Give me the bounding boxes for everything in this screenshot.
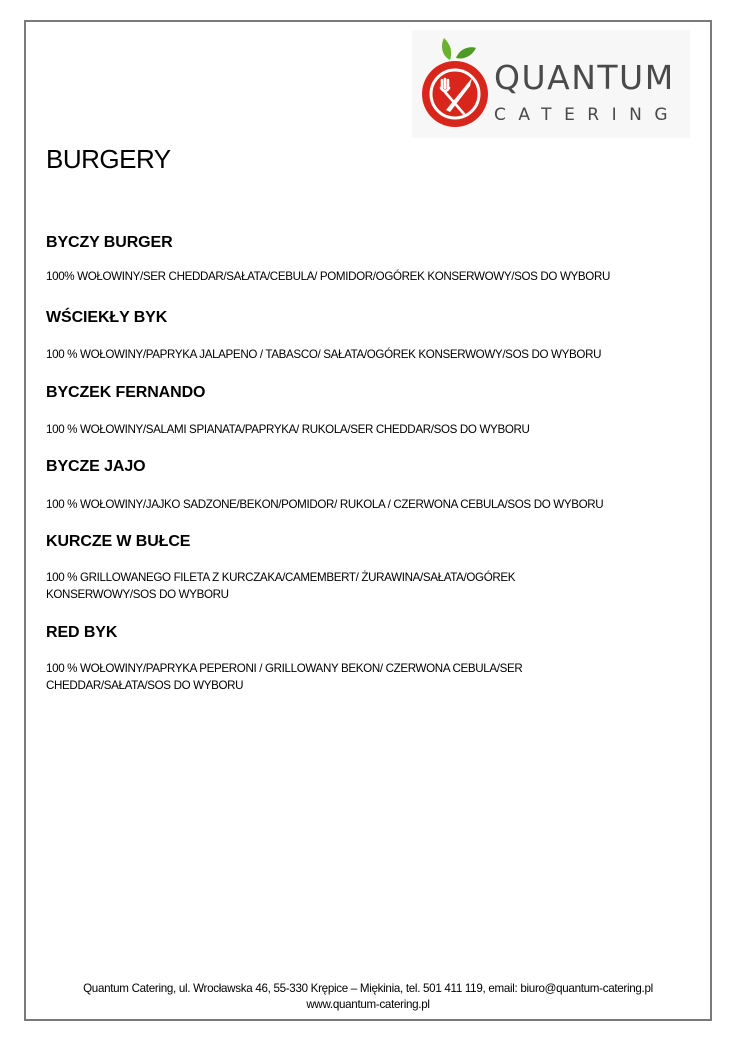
menu-item-description: 100 % WOŁOWINY/SALAMI SPIANATA/PAPRYKA/ RUKOLA/SER CHEDDAR/SOS DO WYBORU xyxy=(46,423,530,436)
menu-item-description: 100 % WOŁOWINY/JAJKO SADZONE/BEKON/POMIDOR/ RUKOLA / CZERWONA CEBULA/SOS DO WYBORU xyxy=(46,498,604,511)
menu-item-description: 100% WOŁOWINY/SER CHEDDAR/SAŁATA/CEBULA/ POMIDOR/OGÓREK KONSERWOWY/SOS DO WYBORU xyxy=(46,270,611,283)
brand-tagline: CATERING xyxy=(494,105,681,125)
brand-name: QUANTUM xyxy=(494,58,675,97)
menu-item-name: BYCZE JAJO xyxy=(46,458,146,475)
footer-website: www.quantum-catering.pl xyxy=(306,998,430,1011)
menu-item-description: 100 % WOŁOWINY/PAPRYKA PEPERONI / GRILLOWANY BEKON/ CZERWONA CEBULA/SER CHEDDAR/SAŁATA/SOS DO WYBORU xyxy=(46,662,523,692)
menu-item xyxy=(46,234,686,285)
menu-item xyxy=(46,309,686,363)
brand-logo xyxy=(412,30,690,138)
menu-item xyxy=(46,624,686,694)
menu-item xyxy=(46,533,686,603)
menu-item-name: WŚCIEKŁY BYK xyxy=(46,309,168,326)
menu-item-name: BYCZY BURGER xyxy=(46,234,173,251)
menu-item-description: 100 % WOŁOWINY/PAPRYKA JALAPENO / TABASCO/ SAŁATA/OGÓREK KONSERWOWY/SOS DO WYBORU xyxy=(46,348,602,361)
page-title: BURGERY xyxy=(46,144,171,174)
menu-item-name: BYCZEK FERNANDO xyxy=(46,384,206,401)
menu-item-name: RED BYK xyxy=(46,624,118,641)
footer-address: Quantum Catering, ul. Wrocławska 46, 55-330 Krępice – Miękinia, tel. 501 411 119, email: biuro@quantum-catering.pl xyxy=(83,982,653,995)
menu-item xyxy=(46,384,686,438)
menu-item-name: KURCZE W BUŁCE xyxy=(46,533,191,550)
plate-fork-knife-icon xyxy=(420,34,492,134)
menu-item-description: 100 % GRILLOWANEGO FILETA Z KURCZAKA/CAMEMBERT/ ŻURAWINA/SAŁATA/OGÓREK KONSERWOWY/SOS DO WYBORU xyxy=(46,571,516,601)
menu-item xyxy=(46,458,686,513)
